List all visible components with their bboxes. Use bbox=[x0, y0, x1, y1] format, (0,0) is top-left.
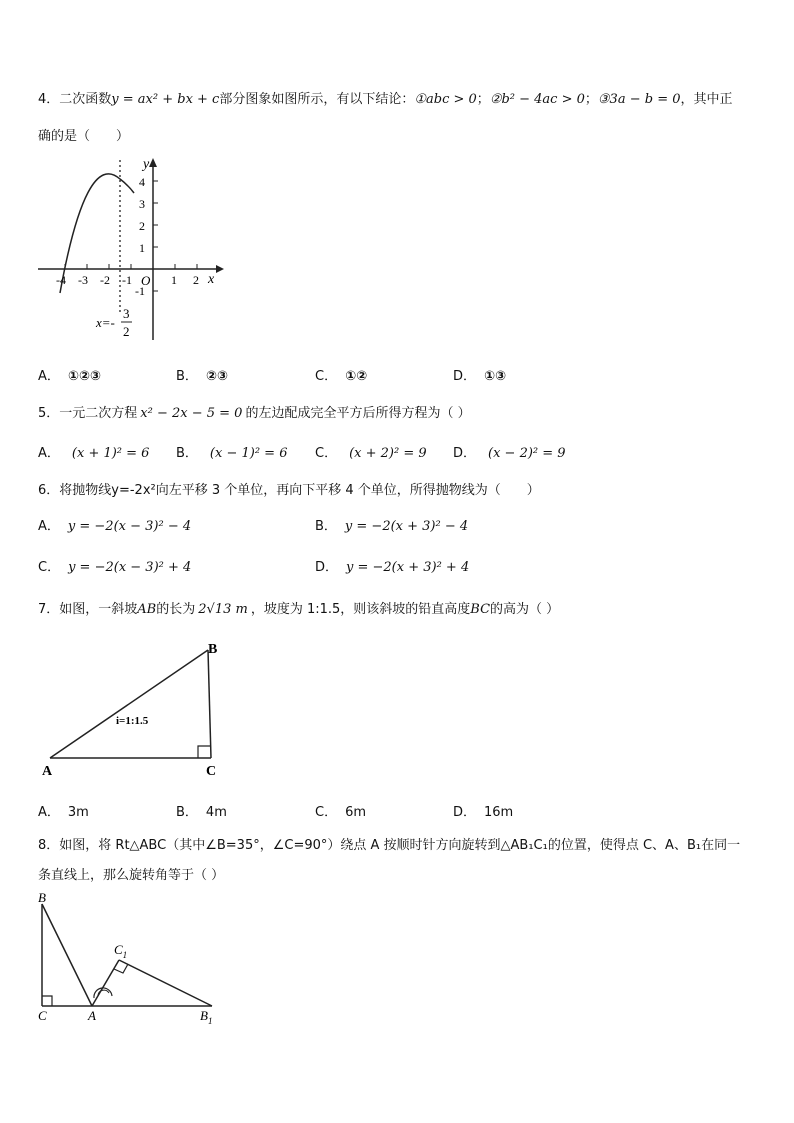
label-a: A bbox=[88, 1008, 96, 1023]
q4-option-c[interactable]: C． ①② bbox=[315, 369, 368, 384]
side-ab bbox=[42, 904, 92, 1006]
right-angle-mark bbox=[198, 746, 210, 758]
q6-stem bbox=[38, 479, 540, 498]
q6-number: 6． bbox=[38, 483, 60, 498]
q8-stem-line2: 条直线上，那么旋转角等于（ ） bbox=[38, 868, 225, 883]
q7-slope-figure bbox=[38, 638, 238, 783]
q7-text-b: 的长为 bbox=[156, 602, 196, 617]
q4-conclusion-1: ①abc > 0 bbox=[414, 92, 477, 107]
q7-option-d[interactable]: D． 16m bbox=[453, 805, 514, 820]
q7-text-a: 如图，一斜坡 bbox=[59, 602, 138, 617]
q7-text-d: 的高为（ ） bbox=[490, 602, 560, 617]
slope-label: i=1:1.5 bbox=[116, 715, 149, 727]
q8-text-line1: 如图，将 Rt△ABC（其中∠B=35°，∠C=90°）绕点 A 按顺时针方向旋转到△AB₁C₁的位置，使得点 C、A、B₁在同一 bbox=[59, 838, 741, 853]
q5-option-a[interactable]: A． (x + 1)² = 6 bbox=[38, 446, 150, 461]
x-tick-neg1: -1 bbox=[122, 273, 132, 287]
label-c1: $C_1$ bbox=[114, 942, 128, 960]
symmetry-axis-denominator: 2 bbox=[123, 324, 130, 339]
q7-option-c[interactable]: C． 6m bbox=[315, 805, 367, 820]
q4-option-b[interactable]: B． ②③ bbox=[176, 369, 228, 384]
q7-number: 7． bbox=[38, 602, 60, 617]
q4-parabola-graph bbox=[38, 155, 228, 345]
label-a: A bbox=[42, 764, 53, 779]
q4-conclusion-3: ③3a − b = 0 bbox=[597, 92, 681, 107]
y-axis-arrow bbox=[149, 158, 157, 167]
q4-number: 4． bbox=[38, 92, 60, 107]
y-tick-1: 1 bbox=[139, 241, 145, 255]
q5-stem bbox=[38, 402, 471, 421]
q7-bc: BC bbox=[470, 602, 491, 617]
y-axis-label: y bbox=[143, 157, 150, 172]
q4-stem-line1: 4．二次函数y = ax² + bx + c部分图象如图所示，有以下结论：①abc > 0；②b² − 4ac > 0；③3a − b = 0，其中正 bbox=[38, 92, 733, 107]
q8-rotation-figure bbox=[32, 892, 232, 1032]
origin-label: O bbox=[141, 273, 151, 288]
q7-option-b[interactable]: B． 4m bbox=[176, 805, 227, 820]
q4-option-d[interactable]: D． ①③ bbox=[453, 369, 507, 384]
x-tick-neg4: -4 bbox=[56, 273, 66, 287]
x-axis-arrow bbox=[216, 265, 224, 273]
q5-text: 一元二次方程 bbox=[59, 406, 138, 421]
q6-option-a[interactable]: A． y = −2(x − 3)² − 4 bbox=[38, 519, 192, 534]
label-b1: $B_1$ bbox=[200, 1008, 213, 1026]
label-c: C bbox=[206, 764, 217, 779]
q4-text-b: 部分图象如图所示，有以下结论： bbox=[219, 92, 415, 107]
x-tick-neg3: -3 bbox=[78, 273, 88, 287]
q5-option-c[interactable]: C． (x + 2)² = 9 bbox=[315, 446, 427, 461]
q4-stem-line2: 确的是（ ） bbox=[38, 129, 130, 144]
symmetry-axis-numerator: 3 bbox=[123, 306, 130, 321]
label-b: B bbox=[38, 892, 46, 905]
q6-option-b[interactable]: B． y = −2(x + 3)² − 4 bbox=[315, 519, 469, 534]
label-c: C bbox=[38, 1008, 47, 1023]
q7-ab: AB bbox=[137, 602, 157, 617]
x-tick-2: 2 bbox=[193, 273, 199, 287]
q5-text2: 的左边配成完全平方后所得方程为（ ） bbox=[245, 406, 471, 421]
q6-option-d[interactable]: D． y = −2(x + 3)² + 4 bbox=[315, 560, 470, 575]
x-tick-1: 1 bbox=[171, 273, 177, 287]
y-tick-2: 2 bbox=[139, 219, 145, 233]
y-tick-4: 4 bbox=[139, 175, 145, 189]
label-b: B bbox=[208, 642, 218, 657]
side-ac1 bbox=[92, 960, 119, 1006]
q5-equation: x² − 2x − 5 = 0 bbox=[140, 406, 243, 421]
q5-option-d[interactable]: D． (x − 2)² = 9 bbox=[453, 446, 566, 461]
q8-stem-line1 bbox=[38, 834, 740, 853]
q7-text-c: ，坡度为 1:1.5，则该斜坡的铅直高度 bbox=[250, 602, 471, 617]
q5-number: 5． bbox=[38, 406, 60, 421]
y-tick-neg1: -1 bbox=[135, 284, 145, 298]
q6-option-c[interactable]: C． y = −2(x − 3)² + 4 bbox=[38, 560, 192, 575]
q6-text: 将抛物线y=-2x²向左平移 3 个单位，再向下平移 4 个单位，所得抛物线为（ ） bbox=[59, 483, 540, 498]
side-c1b1 bbox=[119, 960, 212, 1006]
y-tick-3: 3 bbox=[139, 197, 145, 211]
x-tick-neg2: -2 bbox=[100, 273, 110, 287]
q7-stem bbox=[38, 598, 559, 617]
q4-text-a: 二次函数 bbox=[59, 92, 112, 107]
q4-equation: y = ax² + bx + c bbox=[111, 92, 220, 107]
q4-text-c: ，其中正 bbox=[680, 92, 733, 107]
right-angle-c bbox=[42, 996, 52, 1006]
rotation-arc bbox=[94, 988, 112, 998]
side-bc bbox=[208, 650, 211, 758]
q7-option-a[interactable]: A． 3m bbox=[38, 805, 89, 820]
q5-option-b[interactable]: B． (x − 1)² = 6 bbox=[176, 446, 288, 461]
x-axis-label: x bbox=[208, 272, 215, 287]
q4-conclusion-2: ②b² − 4ac > 0 bbox=[489, 92, 585, 107]
q8-number: 8． bbox=[38, 838, 60, 853]
q7-length: 2√13 m bbox=[198, 602, 248, 617]
q4-option-a[interactable]: A． ①②③ bbox=[38, 369, 101, 384]
side-ab bbox=[50, 650, 208, 758]
symmetry-axis-label: x=- bbox=[96, 315, 115, 330]
